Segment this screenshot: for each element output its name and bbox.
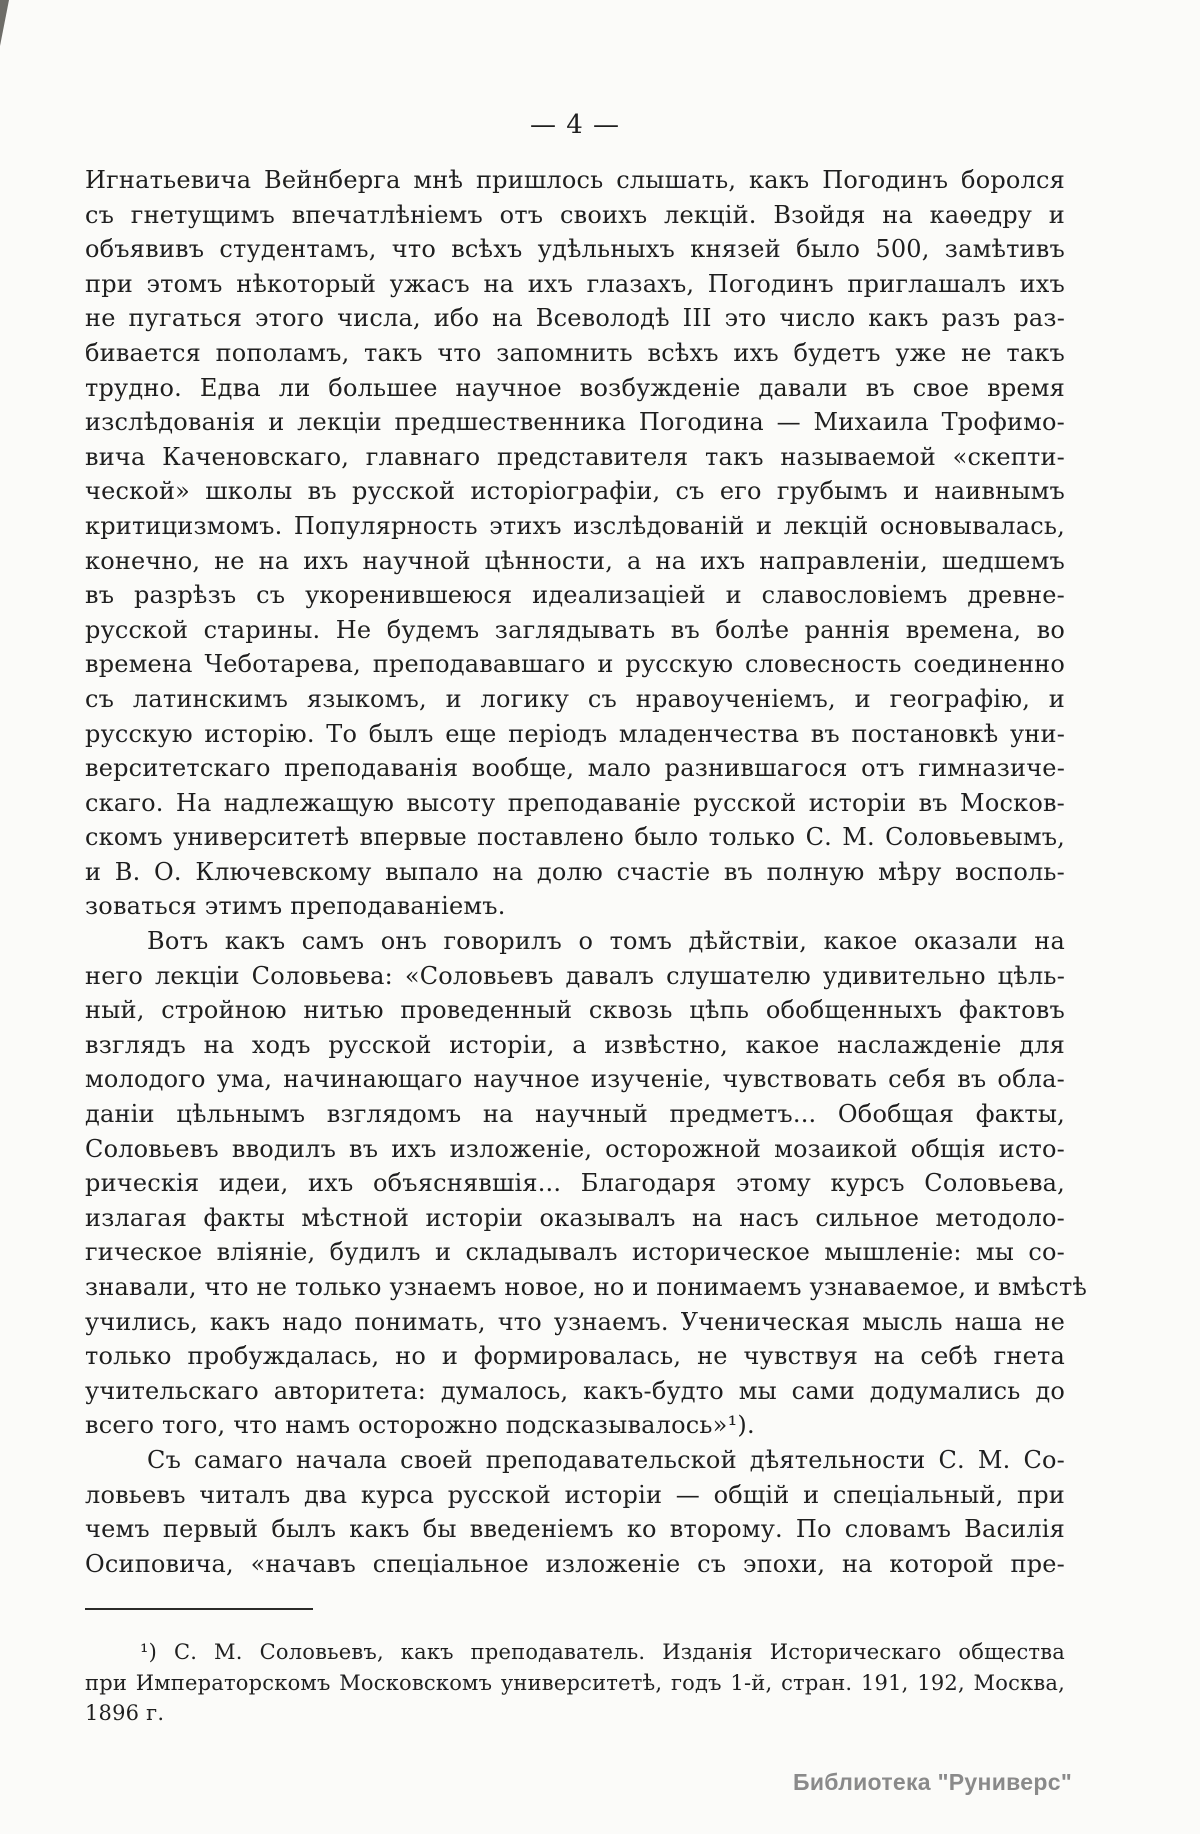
text-line: Осиповича, «начавъ спеціальное изложеніе съ эпохи, на которой пре-: [85, 1549, 1065, 1578]
text-line: чемъ первый былъ какъ бы введеніемъ ко второму. По словамъ Василія: [85, 1515, 1065, 1544]
text-line: объявивъ студентамъ, что всѣхъ удѣльныхъ князей было 500, замѣтивъ: [85, 235, 1065, 264]
text-line: всего того, что намъ осторожно подсказывалось»¹).: [85, 1411, 755, 1440]
text-line: Игнатьевича Вейнберга мнѣ пришлось слышать, какъ Погодинъ боролся: [85, 166, 1065, 194]
text-line: ческой» школы въ русской исторіографіи, съ его грубымъ и наивнымъ: [85, 477, 1065, 506]
text-line: трудно. Едва ли большее научное возбужденіе давали въ свое время: [85, 373, 1065, 402]
text-line: не пугаться этого числа, ибо на Всеволодѣ III это число какъ разъ раз-: [85, 304, 1065, 333]
footnote-separator: [85, 1608, 313, 1610]
text-line: и В. О. Ключевскому выпало на долю счастіе въ полную мѣру восполь-: [85, 857, 1065, 886]
text-line: времена Чеботарева, преподававшаго и русскую словесность соединенно: [85, 650, 1065, 679]
text-line: гическое вліяніе, будилъ и складывалъ историческое мышленіе: мы со-: [85, 1238, 1065, 1267]
text-line: него лекціи Соловьева: «Соловьевъ давалъ слушателю удивительно цѣль-: [85, 961, 1065, 990]
text-line: критицизмомъ. Популярность этихъ изслѣдованій и лекцій основывалась,: [85, 511, 1065, 540]
text-line: Съ самаго начала своей преподавательской дѣятельности С. М. Со-: [147, 1445, 1065, 1474]
text-line: Соловьевъ вводилъ въ ихъ изложеніе, осторожной мозаикой общія исто-: [85, 1134, 1065, 1163]
text-line: ловьевъ читалъ два курса русской исторіи — общій и спеціальный, при: [85, 1480, 1065, 1509]
text-line: конечно, не на ихъ научной цѣнности, а на ихъ направленіи, шедшемъ: [85, 546, 1065, 575]
text-line: рическія идеи, ихъ объяснявшія... Благодаря этому курсъ Соловьева,: [85, 1169, 1065, 1198]
scan-artifact: [0, 0, 9, 46]
text-line: при этомъ нѣкоторый ужасъ на ихъ глазахъ, Погодинъ приглашалъ ихъ: [85, 269, 1065, 298]
text-line: скомъ университетѣ впервые поставлено было только С. М. Соловьевымъ,: [85, 823, 1065, 852]
text-line: зоваться этимъ преподаваніемъ.: [85, 892, 506, 921]
text-line: изслѣдованія и лекціи предшественника Погодина — Михаила Трофимо-: [85, 408, 1065, 437]
text-line: учительскаго авторитета: думалось, какъ-будто мы сами додумались до: [85, 1376, 1065, 1405]
text-line: съ гнетущимъ впечатлѣніемъ отъ своихъ лекцій. Взойдя на каѳедру и: [85, 200, 1065, 229]
text-line: верситетскаго преподаванія вообще, мало разнившагося отъ гимназиче-: [85, 754, 1065, 783]
body-text: [85, 163, 1088, 1581]
text-line: взглядъ на ходъ русской исторіи, а извѣстно, какое наслажденіе для: [85, 1030, 1065, 1059]
text-line: только пробуждалась, но и формировалась, не чувствуя на себѣ гнета: [85, 1342, 1065, 1371]
text-line: Вотъ какъ самъ онъ говорилъ о томъ дѣйствіи, какое оказали на: [147, 927, 1065, 956]
text-line: съ латинскимъ языкомъ, и логику съ нравоученіемъ, и географію, и: [85, 684, 1065, 713]
text-line: русскую исторію. То былъ еще періодъ младенчества въ постановкѣ уни-: [85, 719, 1065, 748]
text-line: излагая факты мѣстной исторіи оказывалъ на насъ сильное методоло-: [85, 1203, 1065, 1232]
text-line: ¹) С. М. Соловьевъ, какъ преподаватель. Изданія Историческаго общества: [140, 1640, 1065, 1664]
text-line: даніи цѣльнымъ взглядомъ на научный предметъ... Обобщая факты,: [85, 1100, 1065, 1129]
text-line: вича Каченовскаго, главнаго представителя такъ называемой «скепти-: [85, 442, 1065, 471]
text-line: 1896 г.: [85, 1701, 165, 1725]
library-watermark: Библиотека "Руниверс": [793, 1769, 1073, 1795]
footnote: [85, 1637, 1065, 1729]
text-line: знавали, что не только узнаемъ новое, но и понимаемъ узнаваемое, и вмѣстѣ: [85, 1273, 1088, 1301]
text-line: бивается пополамъ, такъ что запомнить всѣхъ ихъ будетъ уже не такъ: [85, 338, 1065, 367]
text-line: русской старины. Не будемъ заглядывать въ болѣе раннія времена, во: [85, 615, 1065, 644]
text-line: учились, какъ надо понимать, что узнаемъ. Ученическая мысль наша не: [85, 1307, 1065, 1336]
text-line: скаго. На надлежащую высоту преподаваніе русской исторіи въ Москов-: [85, 788, 1065, 817]
text-line: въ разрѣзъ съ укоренившеюся идеализаціей и славословіемъ древне-: [85, 581, 1065, 610]
page-number: — 4 —: [529, 110, 621, 140]
text-line: молодого ума, начинающаго научное изученіе, чувствовать себя въ обла-: [85, 1065, 1065, 1094]
text-line: при Императорскомъ Московскомъ университетѣ, годъ 1-й, стран. 191, 192, Москва,: [85, 1670, 1065, 1695]
text-line: ный, стройною нитью проведенный сквозь цѣпь обобщенныхъ фактовъ: [85, 996, 1065, 1025]
